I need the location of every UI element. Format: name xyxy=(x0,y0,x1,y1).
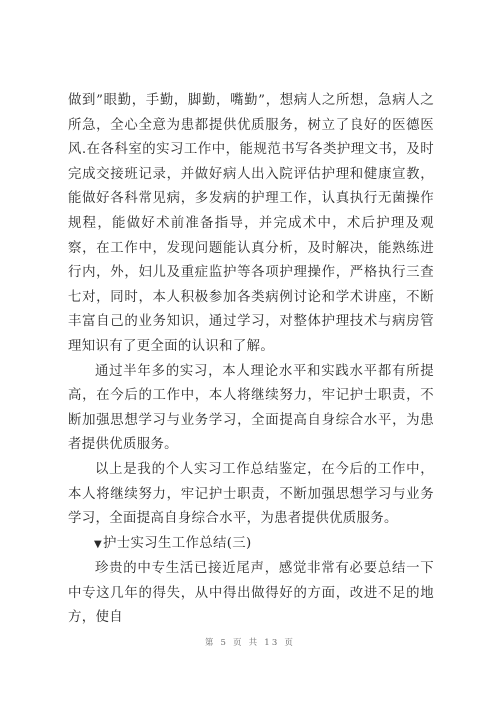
triangle-marker-icon: ▼ xyxy=(94,538,103,550)
paragraph-closing: 珍贵的中专生活已接近尾声，感觉非常有必要总结一下中专这几年的得失，从中得出做得好的方面，改进不足的地方，使自 xyxy=(68,561,434,626)
paragraph-progress: 通过半年多的实习，本人理论水平和实践水平都有所提高，在今后的工作中，本人将继续努力，牢记护士职责，不断加强思想学习与业务学习，全面提高自身综合水平，为患者提供优质服务。 xyxy=(68,363,434,453)
paragraph-summary: 以上是我的个人实习工作总结鉴定，在今后的工作中，本人将继续努力，牢记护士职责，不断加强思想学习与业务学习，全面提高自身综合水平，为患者提供优质服务。 xyxy=(68,461,434,527)
page-number-footer: 第 5 页 共 13 页 xyxy=(204,638,296,648)
section-heading-text: 护士实习生工作总结(三) xyxy=(103,535,252,551)
document-body xyxy=(68,89,434,631)
paragraph-continuation: 做到”眼勤，手勤，脚勤，嘴勤”，想病人之所想，急病人之所急，全心全意为患都提供优质服务，树立了良好的医德医风.在各科室的实习工作中，能规范书写各类护理文书，及时完成交接班记录，并做好病人出入院评估护理和健康宣教，能做好各科常见病，多发病的护理工作，认真执行无菌操作规程，能做好术前准备指导，并完成术中，术后护理及观察，在工作中，发现问题能认真分析，及时解决，能熟练进行内，外，妇儿及重症监护等各项护理操作，严格执行三查七对，同时，本人积极参加各类病例讨论和学术讲座，不断丰富自己的业务知识，通过学习，对整体护理技术与病房管理知识有了更全面的认识和了解。 xyxy=(68,93,434,354)
section-heading xyxy=(68,532,434,558)
